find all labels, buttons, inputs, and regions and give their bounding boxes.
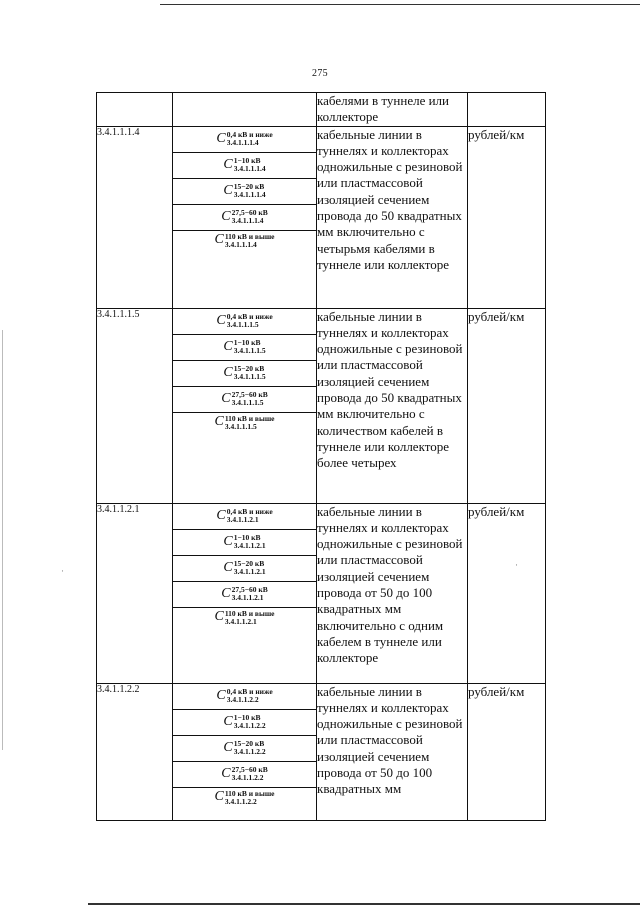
rate-symbols	[173, 683, 317, 820]
scan-top-edge	[160, 4, 640, 5]
rate-symbol: C 15−20 кВ 3.4.1.1.2.2	[173, 736, 316, 762]
rate-symbol: C 27,5−60 кВ 3.4.1.1.2.2	[173, 762, 316, 788]
rate-symbol: C 0,4 кВ и ниже 3.4.1.1.2.1	[173, 504, 316, 530]
rate-symbol: C 1−10 кВ 3.4.1.1.2.1	[173, 530, 316, 556]
scan-speck: ·	[61, 566, 64, 576]
item-code: 3.4.1.1.1.5	[97, 308, 173, 503]
rate-symbols	[173, 308, 317, 503]
rate-symbol: C 110 кВ и выше 3.4.1.1.2.2	[214, 788, 275, 806]
table-row	[97, 503, 546, 683]
rate-symbol: C 0,4 кВ и ниже 3.4.1.1.2.2	[173, 684, 316, 710]
item-unit: рублей/км	[468, 503, 546, 683]
rate-symbol: C 1−10 кВ 3.4.1.1.2.2	[173, 710, 316, 736]
rate-symbol: C 0,4 кВ и ниже 3.4.1.1.1.5	[173, 309, 316, 335]
item-code: 3.4.1.1.1.4	[97, 126, 173, 308]
scan-speck: ·	[515, 560, 518, 570]
symbol-cell	[173, 93, 317, 127]
rate-symbol: C 1−10 кВ 3.4.1.1.1.4	[173, 153, 316, 179]
item-description: кабельные линии в туннелях и коллекторах одножильные с резиновой или пластмассовой изоляцией сечением провода до 50 квадратных мм включительно с четырьмя кабелями в туннеле или коллекторе	[317, 126, 468, 308]
unit-cell	[468, 93, 546, 127]
item-description: кабельные линии в туннелях и коллекторах одножильные с резиновой или пластмассовой изоляцией сечением провода от 50 до 100 квадратных мм включительно с одним кабелем в туннеле или коллекторе	[317, 503, 468, 683]
item-unit: рублей/км	[468, 683, 546, 820]
rate-symbol: C 110 кВ и выше 3.4.1.1.2.1	[214, 608, 275, 626]
rate-symbols	[173, 503, 317, 683]
rate-symbol: C 110 кВ и выше 3.4.1.1.1.5	[214, 413, 275, 431]
rate-symbol: C 27,5−60 кВ 3.4.1.1.2.1	[173, 582, 316, 608]
scan-left-edge	[2, 330, 3, 750]
table-row	[97, 308, 546, 503]
rate-symbol: C 1−10 кВ 3.4.1.1.1.5	[173, 335, 316, 361]
rate-symbol: C 15−20 кВ 3.4.1.1.1.4	[173, 179, 316, 205]
item-code: 3.4.1.1.2.1	[97, 503, 173, 683]
table-row	[97, 126, 546, 308]
rate-symbol: C 110 кВ и выше 3.4.1.1.1.4	[214, 231, 275, 249]
table-row	[97, 683, 546, 820]
item-code: 3.4.1.1.2.2	[97, 683, 173, 820]
rate-symbols	[173, 126, 317, 308]
item-description: кабельные линии в туннелях и коллекторах одножильные с резиновой или пластмассовой изоляцией сечением провода до 50 квадратных мм включительно с количеством кабелей в туннеле или коллекторе более четырех	[317, 308, 468, 503]
item-description: кабельные линии в туннелях и коллекторах одножильные с резиновой или пластмассовой изоляцией сечением провода от 50 до 100 квадратных мм	[317, 683, 468, 820]
item-unit: рублей/км	[468, 308, 546, 503]
tariff-table	[96, 92, 546, 821]
rate-symbol: C 15−20 кВ 3.4.1.1.1.5	[173, 361, 316, 387]
rate-symbol: C 0,4 кВ и ниже 3.4.1.1.1.4	[173, 127, 316, 153]
rate-symbol: C 27,5−60 кВ 3.4.1.1.1.5	[173, 387, 316, 413]
rate-symbol: C 27,5−60 кВ 3.4.1.1.1.4	[173, 205, 316, 231]
continued-row	[97, 93, 546, 127]
description-cell: кабелями в туннеле или коллекторе	[317, 93, 468, 127]
code-cell	[97, 93, 173, 127]
scan-bottom-edge	[88, 903, 640, 905]
page-number: 275	[312, 68, 328, 79]
rate-symbol: C 15−20 кВ 3.4.1.1.2.1	[173, 556, 316, 582]
item-unit: рублей/км	[468, 126, 546, 308]
